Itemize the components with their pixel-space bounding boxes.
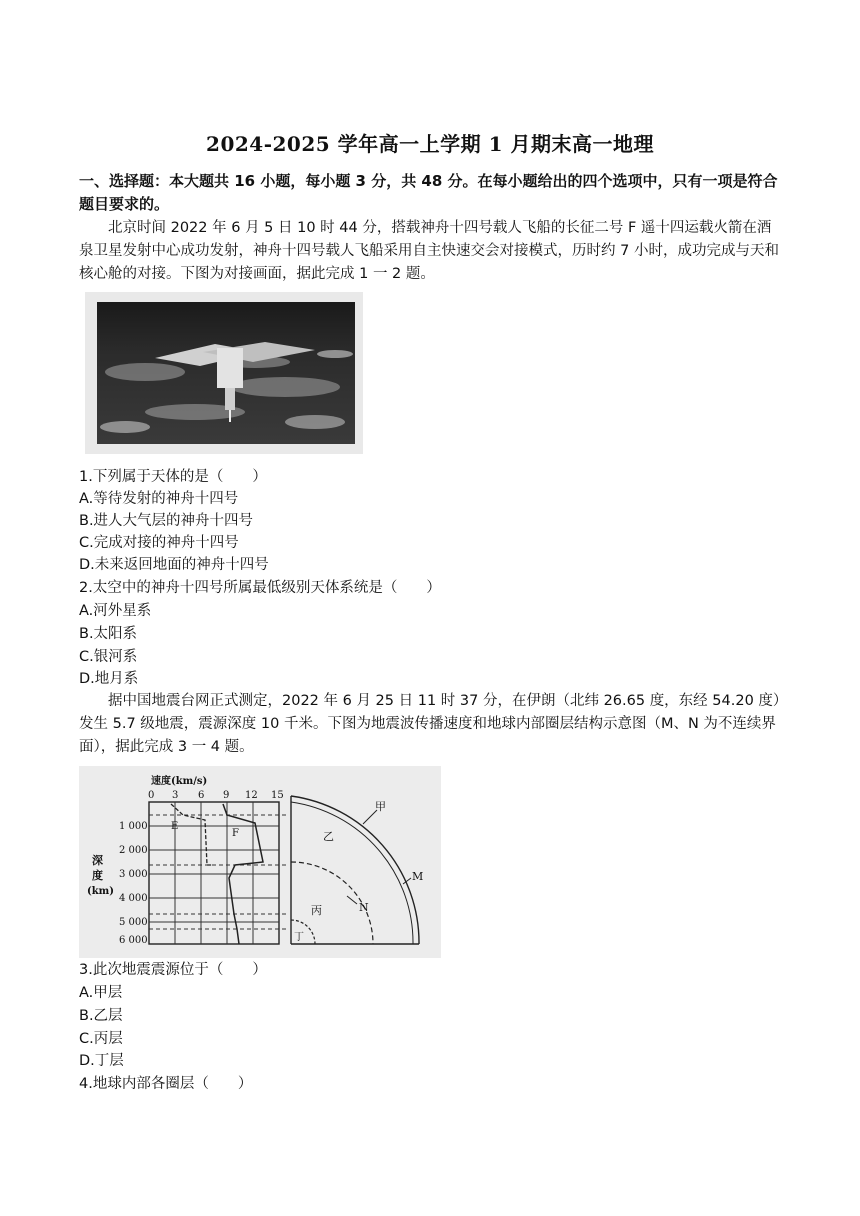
seismic-figure: [79, 766, 441, 958]
wave-f-label: F: [232, 828, 239, 839]
layer-jia-label: 甲: [375, 800, 386, 813]
q2-option-a: A.河外星系: [79, 603, 152, 619]
q1-option-b: B.进人大气层的神舟十四号: [79, 513, 254, 529]
depth-tick-6000: 6 000: [119, 935, 148, 946]
depth-label-2: 度: [92, 869, 103, 882]
speed-tick-3: 3: [172, 790, 179, 801]
layer-ding-label: 丁: [294, 932, 304, 943]
depth-tick-2000: 2 000: [119, 845, 148, 856]
layer-bing-label: 丙: [311, 904, 322, 917]
q3-stem: 3.此次地震震源位于（ ）: [79, 962, 267, 978]
layer-yi-label: 乙: [323, 830, 334, 843]
depth-tick-5000: 5 000: [119, 917, 148, 928]
q3-option-b: B.乙层: [79, 1008, 123, 1024]
q2-option-d: D.地月系: [79, 671, 139, 687]
q1-option-a: A.等待发射的神舟十四号: [79, 491, 239, 507]
section-heading: 一、选择题：本大题共 16 小题，每小题 3 分，共 48 分。在每小题给出的四个选项中，只有一项是符合题目要求的。: [79, 172, 778, 213]
speed-tick-12: 12: [245, 790, 258, 801]
q2-stem: 2.太空中的神舟十四号所属最低级别天体系统是（ ）: [79, 580, 441, 596]
docking-photo: [85, 292, 363, 454]
boundary-m-label: M: [412, 870, 424, 883]
q1-stem: 1.下列属于天体的是（ ）: [79, 469, 267, 485]
q3-option-c: C.丙层: [79, 1031, 123, 1047]
speed-tick-9: 9: [223, 790, 230, 801]
q1-option-d: D.未来返回地面的神舟十四号: [79, 557, 269, 573]
q2-option-c: C.银河系: [79, 649, 138, 665]
wave-e-curve: [171, 804, 212, 865]
speed-tick-0: 0: [148, 790, 155, 801]
depth-tick-4000: 4 000: [119, 893, 148, 904]
q3-option-d: D.丁层: [79, 1053, 124, 1069]
q4-stem: 4.地球内部各圈层（ ）: [79, 1076, 253, 1092]
depth-tick-1000: 1 000: [119, 821, 148, 832]
q1-option-c: C.完成对接的神舟十四号: [79, 535, 239, 551]
wave-e-label: E: [171, 821, 179, 832]
q3-option-a: A.甲层: [79, 985, 123, 1001]
speed-tick-6: 6: [198, 790, 205, 801]
passage-earthquake: 据中国地震台网正式测定，2022 年 6 月 25 日 11 时 37 分，在伊朗（北纬 26.65 度，东经 54.20 度）发生 5.7 级地震，震源深度 10 千米。下图为地震波传播速度和地球内部圈层结构示意图（M、N 为不连续界面），据此完成 3 一 4 题。: [79, 693, 781, 755]
depth-label-3: (km): [87, 886, 114, 897]
boundary-n-label: N: [359, 901, 369, 914]
speed-axis-label: 速度(km/s): [151, 776, 208, 787]
q2-option-b: B.太阳系: [79, 626, 138, 642]
depth-tick-3000: 3 000: [119, 869, 148, 880]
speed-tick-15: 15: [271, 790, 284, 801]
page-title: 2024-2025 学年高一上学期 1 月期末高一地理: [206, 132, 654, 156]
depth-label-1: 深: [92, 854, 103, 867]
passage-shenzhou: 北京时间 2022 年 6 月 5 日 10 时 44 分，搭载神舟十四号载人飞船的长征二号 F 遥十四运载火箭在酒泉卫星发射中心成功发射，神舟十四号载人飞船采用自主快速交会对接模式，历时约 7 小时，成功完成与天和核心舱的对接。下图为对接画面，据此完成 1 一 2 题。: [79, 220, 779, 282]
